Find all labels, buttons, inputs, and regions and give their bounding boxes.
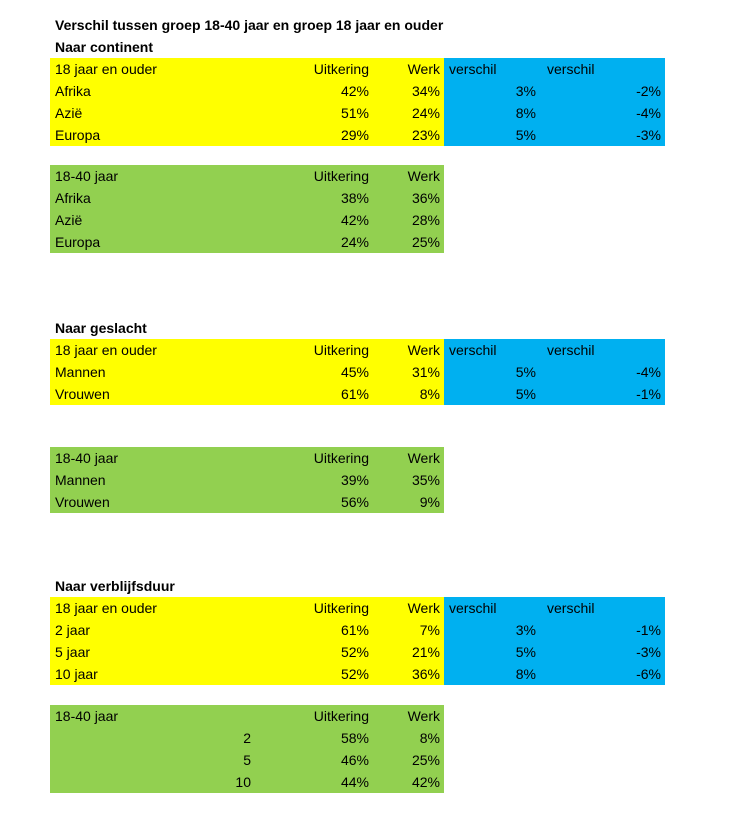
page-title: Verschil tussen groep 18-40 jaar en groep 18 jaar en ouder bbox=[55, 17, 444, 33]
header-verschil-1: verschil bbox=[449, 61, 497, 77]
cell-werk: 42% bbox=[411, 774, 440, 790]
cell-werk: 31% bbox=[411, 364, 440, 380]
cell-werk: 34% bbox=[411, 83, 440, 99]
section-heading-geslacht: Naar geslacht bbox=[55, 320, 147, 336]
header-werk: Werk bbox=[407, 168, 440, 184]
header-werk: Werk bbox=[407, 450, 440, 466]
cell-uitkering: 24% bbox=[340, 234, 369, 250]
cell-werk: 36% bbox=[411, 190, 440, 206]
header-uitkering: Uitkering bbox=[313, 708, 369, 724]
cell-verschil-2: -4% bbox=[636, 364, 661, 380]
cell-uitkering: 56% bbox=[340, 494, 369, 510]
cell-werk: 7% bbox=[419, 622, 440, 638]
cell-uitkering: 51% bbox=[340, 105, 369, 121]
cell-verschil-1: 3% bbox=[515, 622, 536, 638]
cell-verschil-1: 8% bbox=[515, 105, 536, 121]
cell-verschil-2: -3% bbox=[636, 644, 661, 660]
cell-verschil-2: -3% bbox=[636, 127, 661, 143]
header-werk: Werk bbox=[407, 342, 440, 358]
header-group: 18 jaar en ouder bbox=[55, 600, 157, 616]
cell-verschil-1: 5% bbox=[515, 127, 536, 143]
row-label: 2 jaar bbox=[55, 622, 91, 638]
header-uitkering: Uitkering bbox=[313, 168, 369, 184]
header-group: 18-40 jaar bbox=[55, 708, 119, 724]
header-verschil-2: verschil bbox=[547, 600, 595, 616]
row-label: Vrouwen bbox=[55, 386, 110, 402]
row-label: Mannen bbox=[55, 472, 106, 488]
cell-verschil-2: -6% bbox=[636, 666, 661, 682]
cell-werk: 35% bbox=[411, 472, 440, 488]
cell-werk: 23% bbox=[411, 127, 440, 143]
cell-verschil-1: 3% bbox=[515, 83, 536, 99]
row-label: Afrika bbox=[55, 190, 91, 206]
cell-werk: 24% bbox=[411, 105, 440, 121]
header-verschil-1: verschil bbox=[449, 600, 497, 616]
cell-uitkering: 61% bbox=[340, 622, 369, 638]
cell-verschil-1: 8% bbox=[515, 666, 536, 682]
header-uitkering: Uitkering bbox=[313, 61, 369, 77]
cell-uitkering: 45% bbox=[340, 364, 369, 380]
cell-werk: 28% bbox=[411, 212, 440, 228]
cell-uitkering: 38% bbox=[340, 190, 369, 206]
row-label: Azië bbox=[55, 212, 83, 228]
header-werk: Werk bbox=[407, 61, 440, 77]
header-werk: Werk bbox=[407, 600, 440, 616]
header-werk: Werk bbox=[407, 708, 440, 724]
cell-uitkering: 61% bbox=[340, 386, 369, 402]
cell-uitkering: 58% bbox=[340, 730, 369, 746]
row-label: 10 jaar bbox=[55, 666, 98, 682]
cell-uitkering: 46% bbox=[340, 752, 369, 768]
header-group: 18-40 jaar bbox=[55, 450, 119, 466]
cell-uitkering: 29% bbox=[340, 127, 369, 143]
header-verschil-2: verschil bbox=[547, 342, 595, 358]
row-label: Mannen bbox=[55, 364, 106, 380]
cell-uitkering: 52% bbox=[340, 644, 369, 660]
cell-werk: 36% bbox=[411, 666, 440, 682]
cell-werk: 25% bbox=[411, 752, 440, 768]
cell-werk: 25% bbox=[411, 234, 440, 250]
section-heading-continent: Naar continent bbox=[55, 39, 154, 55]
header-verschil-1: verschil bbox=[449, 342, 497, 358]
header-uitkering: Uitkering bbox=[313, 600, 369, 616]
row-label: Azië bbox=[55, 105, 83, 121]
cell-werk: 8% bbox=[419, 386, 440, 402]
cell-verschil-2: -4% bbox=[636, 105, 661, 121]
cell-uitkering: 39% bbox=[340, 472, 369, 488]
cell-uitkering: 44% bbox=[340, 774, 369, 790]
cell-werk: 21% bbox=[411, 644, 440, 660]
row-label: Europa bbox=[55, 234, 101, 250]
cell-verschil-1: 5% bbox=[515, 364, 536, 380]
row-label: Vrouwen bbox=[55, 494, 110, 510]
row-label: 2 bbox=[243, 730, 251, 746]
cell-uitkering: 42% bbox=[340, 83, 369, 99]
header-group: 18 jaar en ouder bbox=[55, 61, 157, 77]
row-label: 5 bbox=[243, 752, 251, 768]
row-label: 5 jaar bbox=[55, 644, 91, 660]
row-label: Europa bbox=[55, 127, 101, 143]
cell-werk: 9% bbox=[419, 494, 440, 510]
header-uitkering: Uitkering bbox=[313, 450, 369, 466]
cell-verschil-2: -2% bbox=[636, 83, 661, 99]
header-uitkering: Uitkering bbox=[313, 342, 369, 358]
cell-uitkering: 52% bbox=[340, 666, 369, 682]
header-group: 18-40 jaar bbox=[55, 168, 119, 184]
cell-verschil-2: -1% bbox=[636, 386, 661, 402]
row-label: 10 bbox=[235, 774, 251, 790]
section-heading-verblijfsduur: Naar verblijfsduur bbox=[55, 578, 175, 594]
header-group: 18 jaar en ouder bbox=[55, 342, 157, 358]
cell-uitkering: 42% bbox=[340, 212, 369, 228]
row-label: Afrika bbox=[55, 83, 91, 99]
cell-werk: 8% bbox=[419, 730, 440, 746]
cell-verschil-1: 5% bbox=[515, 386, 536, 402]
cell-verschil-1: 5% bbox=[515, 644, 536, 660]
header-verschil-2: verschil bbox=[547, 61, 595, 77]
cell-verschil-2: -1% bbox=[636, 622, 661, 638]
